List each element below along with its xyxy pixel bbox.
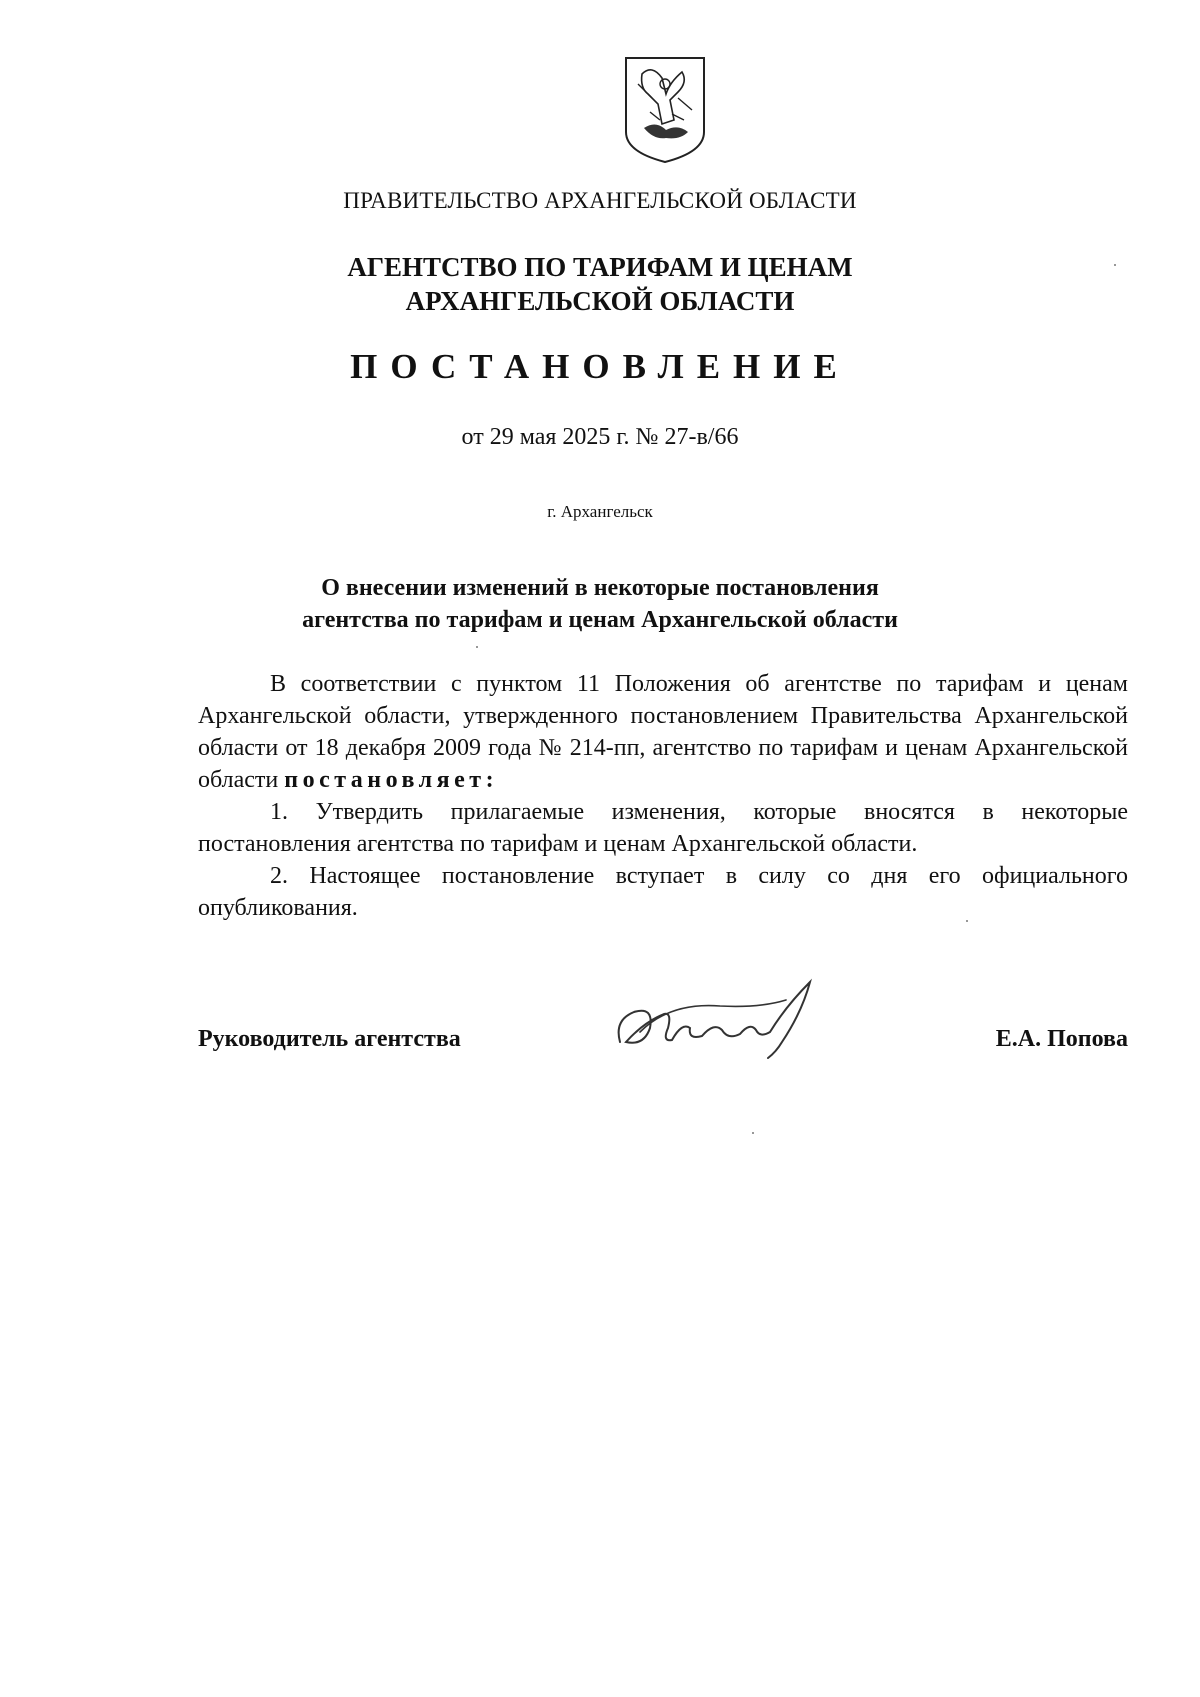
- signatory-position: Руководитель агентства: [198, 1026, 461, 1052]
- document-date-number: от 29 мая 2025 г. № 27-в/66: [461, 424, 739, 450]
- signatory-name: Е.А. Попова: [995, 1026, 1128, 1052]
- item-2-paragraph: 2. Настоящее постановление вступает в силу со дня его официального опубликования.: [198, 863, 1128, 921]
- document-city: г. Архангельск: [547, 502, 653, 521]
- document-type: ПОСТАНОВЛЕНИЕ: [350, 347, 850, 386]
- document-subject: [0, 572, 1200, 636]
- scan-speck: [1114, 264, 1116, 266]
- document-body: [198, 668, 1128, 924]
- agency-name-line1: АГЕНТСТВО ПО ТАРИФАМ И ЦЕНАМ: [347, 252, 853, 282]
- handwritten-signature: [610, 972, 840, 1062]
- government-name: ПРАВИТЕЛЬСТВО АРХАНГЕЛЬСКОЙ ОБЛАСТИ: [343, 188, 857, 213]
- coat-of-arms-icon: [622, 54, 708, 166]
- decree-word: постановляет:: [284, 767, 499, 793]
- scan-speck: [476, 646, 478, 648]
- agency-name: [0, 250, 1200, 318]
- scan-speck: [752, 1132, 754, 1134]
- subject-line1: О внесении изменений в некоторые постановления: [321, 575, 879, 601]
- scan-speck: [966, 920, 968, 922]
- item-1-paragraph: 1. Утвердить прилагаемые изменения, которые вносятся в некоторые постановления агентства по тарифам и ценам Архангельской области.: [198, 799, 1128, 857]
- agency-name-line2: АРХАНГЕЛЬСКОЙ ОБЛАСТИ: [405, 286, 795, 316]
- preamble-paragraph: [198, 668, 1128, 796]
- preamble-text: В соответствии с пунктом 11 Положения об агентстве по тарифам и ценам Архангельской области, утвержденного постановлением Правительства Архангельской области от 18 декабря 2009 года № 214-пп, агентство по тарифам и ценам Архангельской области: [198, 671, 1128, 793]
- subject-line2: агентства по тарифам и ценам Архангельской области: [302, 607, 898, 633]
